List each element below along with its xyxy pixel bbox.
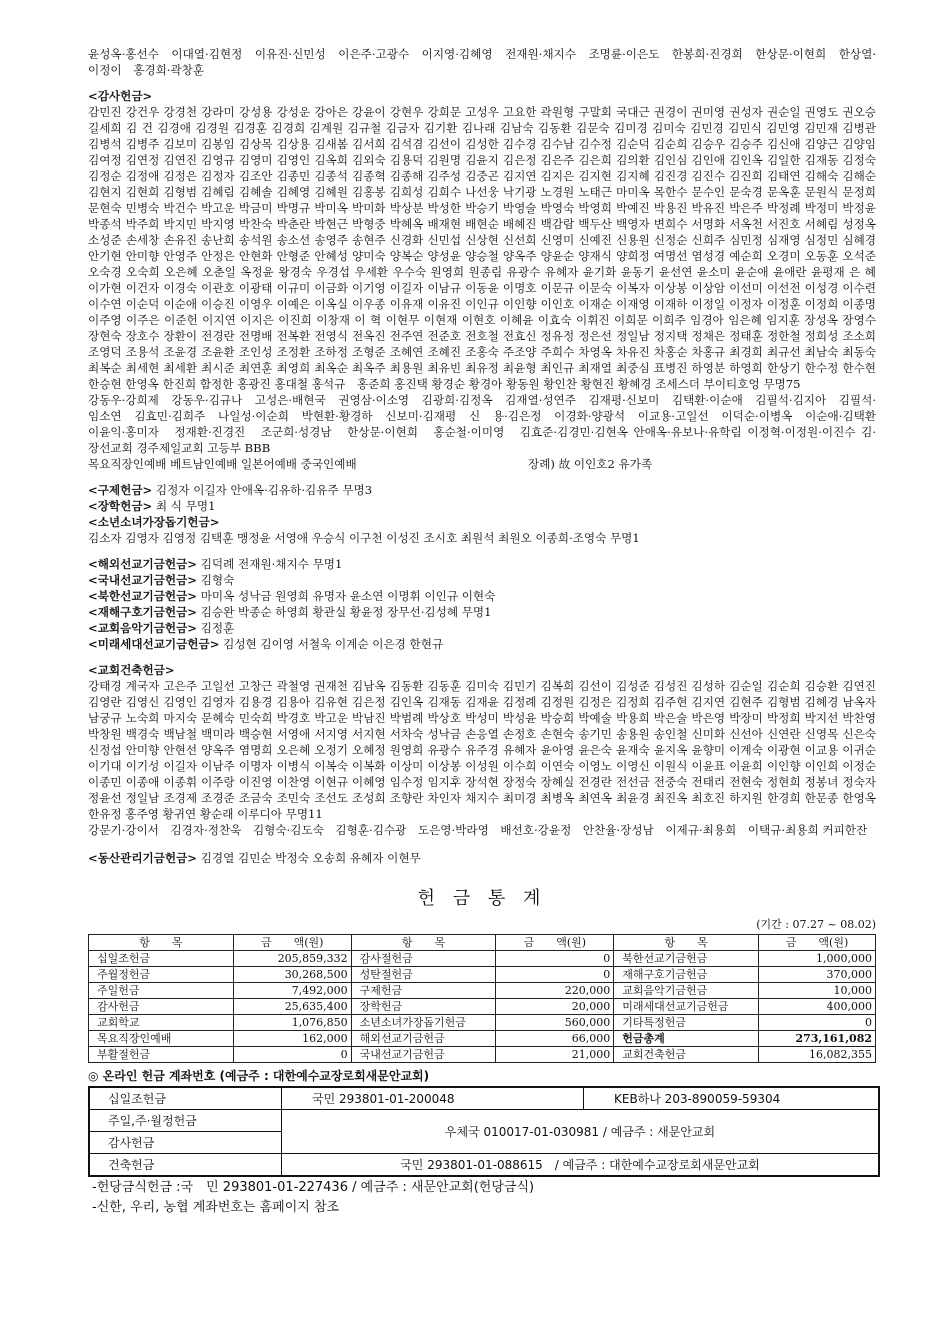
header-item: 항 목 <box>614 935 759 951</box>
section-title: <장학헌금> <box>88 499 153 513</box>
section-body: 김정훈 <box>200 621 235 635</box>
stats-item-amount: 220,000 <box>496 983 614 999</box>
section-body: 감민진 강건우 강경천 강라미 강성용 강성운 강아은 강윤이 강현우 강희문 고성우 고요한 곽원형 구말회 국대근 권경이 권미영 권성자 권순일 권영도 권오승 길세희 김 건 김경애 김경원 김경훈 김경희 김계원 김규철 김금자 김기환 김나래 김남숙 김동환 김문숙 김미경 김미숙 김민경 김민식 김민영 김민재 김병관 김병석 김병주 김보미 김봉임 김상목 김상용 김새봄 김서희 김석겸 김선이 김성한 김수경 김수남 김수정 김순덕 김순희 김승우 김승주 김신애 김양근 김양임 김여정 김연정 김연진 김영규 김영미 김영인 김옥희 김외숙 김용덕 김원명 김윤지 김은정 김은주 김은희 김의환 김인심 김인애 김인옥 김일한 김재동 김정숙 김정순 김정애 김정은 김정자 김조안 김종민 김종석 김종혁 김종해 김주성 김중곤 김지연 김지은 김지현 김지혜 김진경 김진수 김진희 김태연 김해숙 김해순 김현지 김현희 김형범 김혜림 김혜솔 김혜영 김혜원 김홍봉 김희성 김희수 나선웅 낙기광 노경원 노태근 마미옥 목한수 문수인 문숙경 문옥훈 문원식 문정희 문현숙 민병숙 박건수 박고운 박금미 박명규 박미옥 박미화 박상분 박성한 박승기 박영술 박영숙 박영희 박예진 박용진 박유진 박은주 박정례 박정미 박정윤 박종석 박주희 박지민 박지영 박찬숙 박춘란 박현근 박형중 박혜옥 배재현 배현순 배혜진 백감람 백두산 백영자 변희수 서명화 서옥천 서진호 서혜림 성정옥 소성준 손세창 손유진 송난희 송석원 송소선 송영주 송현주 신경화 신민섭 신상현 신선희 신영미 신예진 신용원 신정순 신희주 심민정 심재영 심정민 심혜경 안기현 안미향 안영주 안정은 안현화 안형준 안혜성 양미숙 양복순 양성윤 양승철 양옥주 양윤순 양재식 양희정 여명선 염성경 예순희 오경미 오동훈 오석준 오숙경 오숙희 오은혜 오춘일 옥정윤 왕경숙 우경섭 우세환 우수숙 원영희 원종림 유광수 유혜자 윤기화 윤동기 윤선연 윤소미 윤순애 윤애란 윤평재 은 혜 이가현 이건자 이경숙 이관호 이광태 이규미 이금화 이기영 이길자 이남규 이동윤 이명호 이문규 이문숙 이복자 이상봉 이상암 이선미 이선전 이성경 이수련 이수연 이순덕 이순애 이승진 이영우 이예은 이옥실 이우종 이유재 이유진 이인규 이인향 이인호 이재순 이재영 이재하 이정일 이정자 이정훈 이정희 이종명 이주영 이주은 이준헌 이지연 이지은 이진희 이창재 이 혁 이현무 이현재 이현호 이혜윤 이효숙 이휘진 이희문 이희주 임경아 임은혜 임지훈 장성옥 장영수 장현숙 장호수 장환이 전경란 전명배 전복환 전영식 전옥진 전주연 전준호 전호철 전효신 정유정 정은선 정일남 정지택 정채은 정태훈 정한철 정희성 조소희 조영덕 조용석 조윤경 조윤환 조인성 조정환 조하정 조형준 조혜연 조혜진 조홍숙 주조양 주희수 차영옥 차유진 차홍순 차홍규 최경희 최규선 최남숙 최동숙 최복순 최세현 최세환 최시준 최연훈 최영희 최옥순 최옥주 최용원 최유빈 최유정 최윤형 최인규 최재열 최중심 표병진 하영분 하영희 한상기 한수정 한수현 한승현 한영옥 한진희 함정한 홍광진 홍대철 홍석규 홍준희 홍진택 황경순 황경아 황동원 황인찬 황현진 황혜경 조세스더 부이티호엉 무명75 <box>88 105 876 391</box>
stats-item-label: 성탄절헌금 <box>351 967 496 983</box>
header-amount: 금 액(원) <box>233 935 351 951</box>
account-table <box>88 1086 880 1177</box>
account-label: 감사헌금 <box>89 1132 282 1154</box>
stats-item-label: 북한선교기금헌금 <box>614 951 759 967</box>
account-label: 십일조헌금 <box>89 1087 282 1110</box>
stats-item-amount: 370,000 <box>759 967 876 983</box>
building-offering-section <box>88 662 876 838</box>
stats-item-label: 십일조헌금 <box>89 951 234 967</box>
table-row <box>89 1110 879 1132</box>
stats-item-label: 감사절헌금 <box>351 951 496 967</box>
stats-item-label: 교회건축헌금 <box>614 1047 759 1063</box>
stats-item-label: 해외선교기금헌금 <box>351 1031 496 1047</box>
section-title: <재해구호기금헌금> <box>88 605 198 619</box>
account-label: 건축헌금 <box>89 1154 282 1177</box>
stats-item-amount: 21,000 <box>496 1047 614 1063</box>
stats-item-amount: 16,082,355 <box>759 1047 876 1063</box>
maintenance-offering-section <box>88 850 876 866</box>
table-row <box>89 1031 876 1047</box>
account-note: -헌당금식헌금 :국 민 293801-01-227436 / 예금주 : 새문안교회(헌당금식) <box>92 1180 535 1195</box>
section-title: <해외선교기금헌금> <box>88 557 198 571</box>
table-row <box>89 983 876 999</box>
stats-item-amount: 0 <box>233 1047 351 1063</box>
section-title: <구제헌금> <box>88 483 153 497</box>
section-body-couples: 강문기·강이서 김경자·정찬욱 김형숙·김도숙 김형훈·김수광 도은영·박라영 배선호·강윤정 안찬율·장성남 이제규·최용희 이택규·최용희 커피한잔 <box>88 823 868 837</box>
stats-item-amount: 7,492,000 <box>233 983 351 999</box>
stats-body <box>89 951 876 1063</box>
stats-period: (기간 : 07.27 ~ 08.02) <box>756 918 876 931</box>
section-body-services <box>88 456 876 472</box>
section-body: 김승완 박종순 하영희 황관실 황윤정 장무선·김성혜 무명1 <box>200 605 492 619</box>
header-item: 항 목 <box>351 935 496 951</box>
section-title: <북한선교기금헌금> <box>88 589 198 603</box>
account-note: -신한, 우리, 농협 계좌번호는 홈페이지 참조 <box>92 1200 340 1215</box>
stats-table <box>88 934 876 1063</box>
stats-item-label: 구제헌금 <box>351 983 496 999</box>
account-value: 국민 293801-01-200048 <box>282 1087 584 1110</box>
account-value: 국민 293801-01-088615 / 예금주 : 대한예수교장로회새문안교회 <box>282 1154 880 1177</box>
stats-item-label: 목요직장인예배 <box>89 1031 234 1047</box>
section-title: <교회건축헌금> <box>88 663 175 677</box>
stats-item-amount: 20,000 <box>496 999 614 1015</box>
section-body: 김경열 김민순 박정숙 오송희 유혜자 이현무 <box>200 851 421 865</box>
stats-item-amount: 162,000 <box>233 1031 351 1047</box>
account-title: ◎ 온라인 헌금 계좌번호 (예금주 : 대한예수교장로회새문안교회) <box>88 1069 430 1083</box>
section-body: 마미옥 성낙금 원영희 유명자 윤소연 이명휘 이인규 이현숙 <box>200 589 496 603</box>
stats-item-amount: 1,076,850 <box>233 1015 351 1031</box>
stats-item-label: 교회학교 <box>89 1015 234 1031</box>
section-title: <동산관리기금헌금> <box>88 851 198 865</box>
stats-header-row <box>89 935 876 951</box>
stats-item-label: 기타특정헌금 <box>614 1015 759 1031</box>
account-label: 주일,주·월정헌금 <box>89 1110 282 1132</box>
section-title: <감사헌금> <box>88 89 153 103</box>
table-row <box>89 967 876 983</box>
section-body: 최 식 무명1 <box>155 499 216 513</box>
table-row <box>89 1087 879 1110</box>
stats-item-amount: 273,161,082 <box>759 1031 876 1047</box>
section-body: 김형숙 <box>200 573 235 587</box>
account-value: 우체국 010017-01-030981 / 예금주 : 새문안교회 <box>282 1110 880 1154</box>
top-names: 윤성옥·홍선수 이대열·김현정 이유진·신민성 이은주·고광수 이지영·김혜영 전재원·채지수 조명륜·이은도 한봉희·진경희 한상문·이현희 한상열·이정이 홍경희·곽창훈 <box>88 47 876 77</box>
offering-page <box>88 46 888 1217</box>
stats-item-label: 국내선교기금헌금 <box>351 1047 496 1063</box>
stats-item-label: 주일헌금 <box>89 983 234 999</box>
services-text: 목요직장인예배 베트남인예배 일본어예배 중국인예배 <box>88 457 357 471</box>
section-title: <미래세대선교기금헌금> <box>88 637 220 651</box>
stats-item-amount: 400,000 <box>759 999 876 1015</box>
table-row <box>89 1047 876 1063</box>
stats-item-amount: 30,268,500 <box>233 967 351 983</box>
stats-item-amount: 560,000 <box>496 1015 614 1031</box>
table-row <box>89 951 876 967</box>
section-body-couples: 강동우·강희제 강동우·김규나 고성은·배현국 권영삼·이소영 김광희·김정옥 김재열·성연주 김재평·신보미 김택환·이순애 김필석·김지아 김필석·임소연 김효민·김희주 나일성·이순희 박현환·황경하 신보미·김재평 신 용·김은정 이경화·양광석 이교용·고일선 이덕순·이병옥 이순애·김택환 이윤익·홍미자 정재환·진경진 조군희·성경남 한상문·이현희 홍순철·이미영 김효준·김경민·김현옥 안애옥·유보나·유학림 이정혁·이정원·이진수 김·장선교회 경주제일교회 고등부 BBB <box>88 393 888 455</box>
stats-item-label: 미래세대선교기금헌금 <box>614 999 759 1015</box>
stats-item-amount: 0 <box>496 951 614 967</box>
section-body: 김소자 김영자 김영정 김택훈 맹정윤 서영애 우승식 이구천 이성진 조시호 최원석 최원오 이종희·조영숙 무명1 <box>88 531 640 545</box>
section-title: <국내선교기금헌금> <box>88 573 198 587</box>
section-body: 김정자 이길자 안애옥·김유하·김유주 무명3 <box>155 483 373 497</box>
stats-item-label: 주월정헌금 <box>89 967 234 983</box>
header-amount: 금 액(원) <box>759 935 876 951</box>
stats-item-label: 재해구호기금헌금 <box>614 967 759 983</box>
stats-item-amount: 10,000 <box>759 983 876 999</box>
stats-item-amount: 0 <box>496 967 614 983</box>
stats-item-amount: 66,000 <box>496 1031 614 1047</box>
table-row <box>89 1015 876 1031</box>
header-item: 항 목 <box>89 935 234 951</box>
stats-item-amount: 0 <box>759 1015 876 1031</box>
stats-item-label: 헌금총계 <box>614 1031 759 1047</box>
section-body: 김덕례 전재원·채지수 무명1 <box>200 557 343 571</box>
table-row <box>89 1154 879 1177</box>
thanks-offering-section <box>88 88 888 472</box>
stats-item-label: 소년소녀가장돕기헌금 <box>351 1015 496 1031</box>
stats-item-amount: 205,859,332 <box>233 951 351 967</box>
section-title: <소년소녀가장돕기헌금> <box>88 515 220 529</box>
mission-offering-section <box>88 556 876 652</box>
section-title: <교회음악기금헌금> <box>88 621 198 635</box>
stats-item-label: 감사헌금 <box>89 999 234 1015</box>
stats-item-label: 교회음악기금헌금 <box>614 983 759 999</box>
funeral-text: 장례) 故 이인호2 유가족 <box>528 457 653 471</box>
relief-offering-section <box>88 482 876 546</box>
stats-item-label: 부활절헌금 <box>89 1047 234 1063</box>
stats-item-amount: 25,635,400 <box>233 999 351 1015</box>
stats-item-label: 장학헌금 <box>351 999 496 1015</box>
account-value: KEB하나 203-890059-59304 <box>584 1087 880 1110</box>
section-body: 강태경 계국자 고은주 고일선 고창근 곽철영 권재천 김남옥 김동환 김동훈 김미숙 김민기 김복희 김선이 김성준 김성진 김성하 김순일 김순희 김승환 김연진 김영란 김영신 김영인 김영자 김용경 김용아 김유현 김은정 김인옥 김재동 김재윤 김정례 김정원 김정은 김정희 김주현 김지연 김현주 김형범 김혜경 남옥자 남궁규 노숙희 마지숙 문혜숙 민숙희 박경호 박고운 박남진 박범례 박상호 박성미 박성윤 박승희 박예술 박용희 박은술 박은영 박장미 박정희 박지선 박찬영 박창원 백경숙 백남철 백미라 백승현 서영애 서지영 서지현 서차숙 성낙금 손응열 손정호 손현숙 송기민 송용원 송인철 신미화 신선아 신연란 신영목 신은숙 신정섭 안미향 안현선 양옥주 염명희 오은혜 오정기 오혜정 원영희 유광수 유주경 유혜자 윤아영 윤은숙 윤재숙 윤지옥 윤향미 이계숙 이광현 이교용 이귀순 이기대 이기성 이길자 이남주 이명자 이병식 이복숙 이복화 이상미 이상봉 이성원 이수희 이연숙 이영노 이영신 이원식 이윤표 이윤희 이인향 이인희 이정순 이종민 이종애 이종휘 이주랑 이진영 이찬영 이현규 이혜영 임수정 임지후 장석현 장정숙 장혜실 전경란 전선금 전중숙 전태리 전현숙 정현희 정봉녀 정숙자 정윤선 정일남 조경제 조경준 조금숙 조민숙 조선도 조성희 조향란 차인자 채지수 최미경 최병옥 최연옥 최윤경 최진옥 최호진 하지원 한경희 한문종 한영옥 한유정 홍주영 황귀연 황순래 이루디아 무명11 <box>88 679 876 821</box>
stats-title: 헌 금 통 계 <box>417 888 547 909</box>
section-body: 김성현 김이영 서철욱 이계순 이은경 한현규 <box>223 637 444 651</box>
table-row <box>89 999 876 1015</box>
stats-item-amount: 1,000,000 <box>759 951 876 967</box>
header-amount: 금 액(원) <box>496 935 614 951</box>
